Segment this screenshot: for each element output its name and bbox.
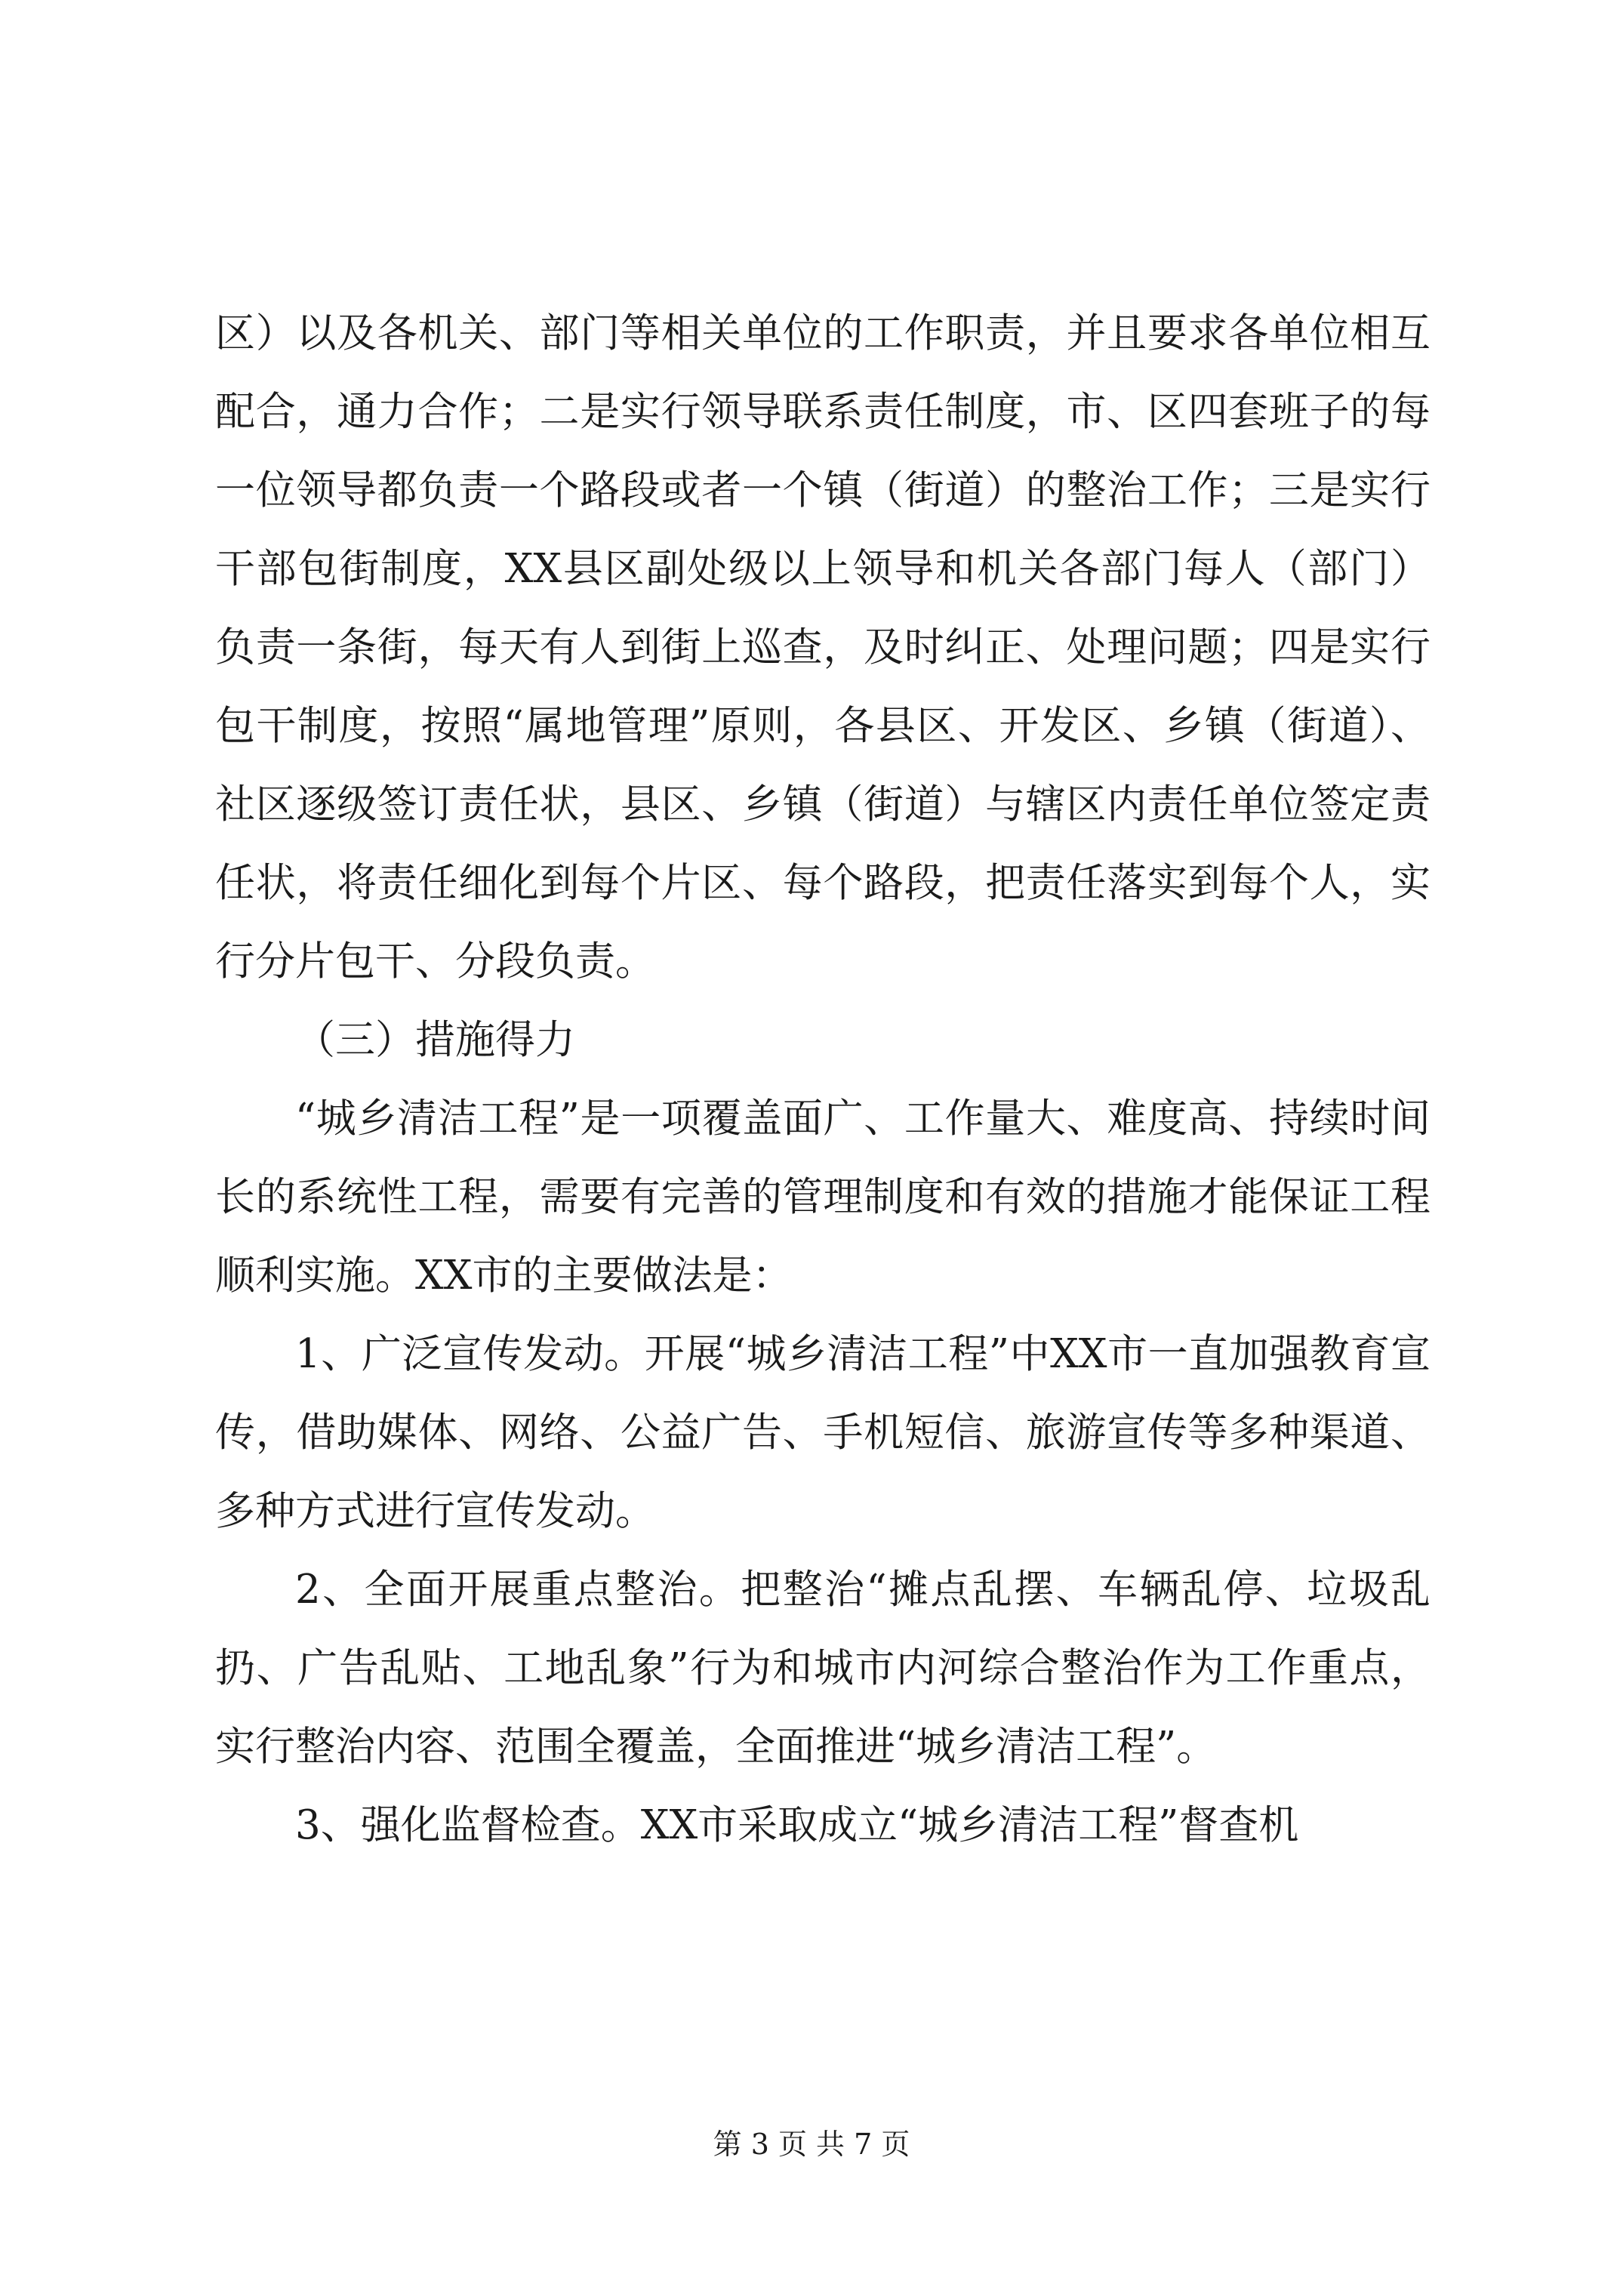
paragraph-intro: “城乡清洁工程”是一项覆盖面广、工作量大、难度高、持续时间长的系统性工程，需要有完善的管理制度和有效的措施才能保证工程顺利实施。XX市的主要做法是： [215, 1096, 1431, 1299]
section-heading: （三）措施得力 [295, 1017, 575, 1063]
page-number-footer: 第 3 页 共 7 页 [713, 2128, 910, 2161]
paragraph-continuation: 区）以及各机关、部门等相关单位的工作职责，并且要求各单位相互配合，通力合作；二是实行领导联系责任制度，市、区四套班子的每一位领导都负责一个路段或者一个镇（街道）的整治工作；三是实行干部包街制度，XX县区副处级以上领导和机关各部门每人（部门）负责一条街，每天有人到街上巡查，及时纠正、处理问题；四是实行包干制度，按照“属地管理”原则，各县区、开发区、乡镇（街道）、社区逐级签订责任状，县区、乡镇（街道）与辖区内责任单位签定责任状，将责任细化到每个片区、每个路段，把责任落实到每个人，实行分片包干、分段负责。 [215, 310, 1431, 985]
list-item-publicity: 1、广泛宣传发动。开展“城乡清洁工程”中XX市一直加强教育宣传，借助媒体、网络、公益广告、手机短信、旅游宣传等多种渠道、多种方式进行宣传发动。 [215, 1331, 1431, 1534]
list-item-supervision: 3、强化监督检查。XX市采取成立“城乡清洁工程”督查机 [295, 1802, 1299, 1848]
document-body [215, 294, 1431, 1865]
list-item-key-rectification: 2、全面开展重点整治。把整治“摊点乱摆、车辆乱停、垃圾乱扔、广告乱贴、工地乱象”行为和城市内河综合整治作为工作重点，实行整治内容、范围全覆盖，全面推进“城乡清洁工程”。 [215, 1567, 1431, 1770]
